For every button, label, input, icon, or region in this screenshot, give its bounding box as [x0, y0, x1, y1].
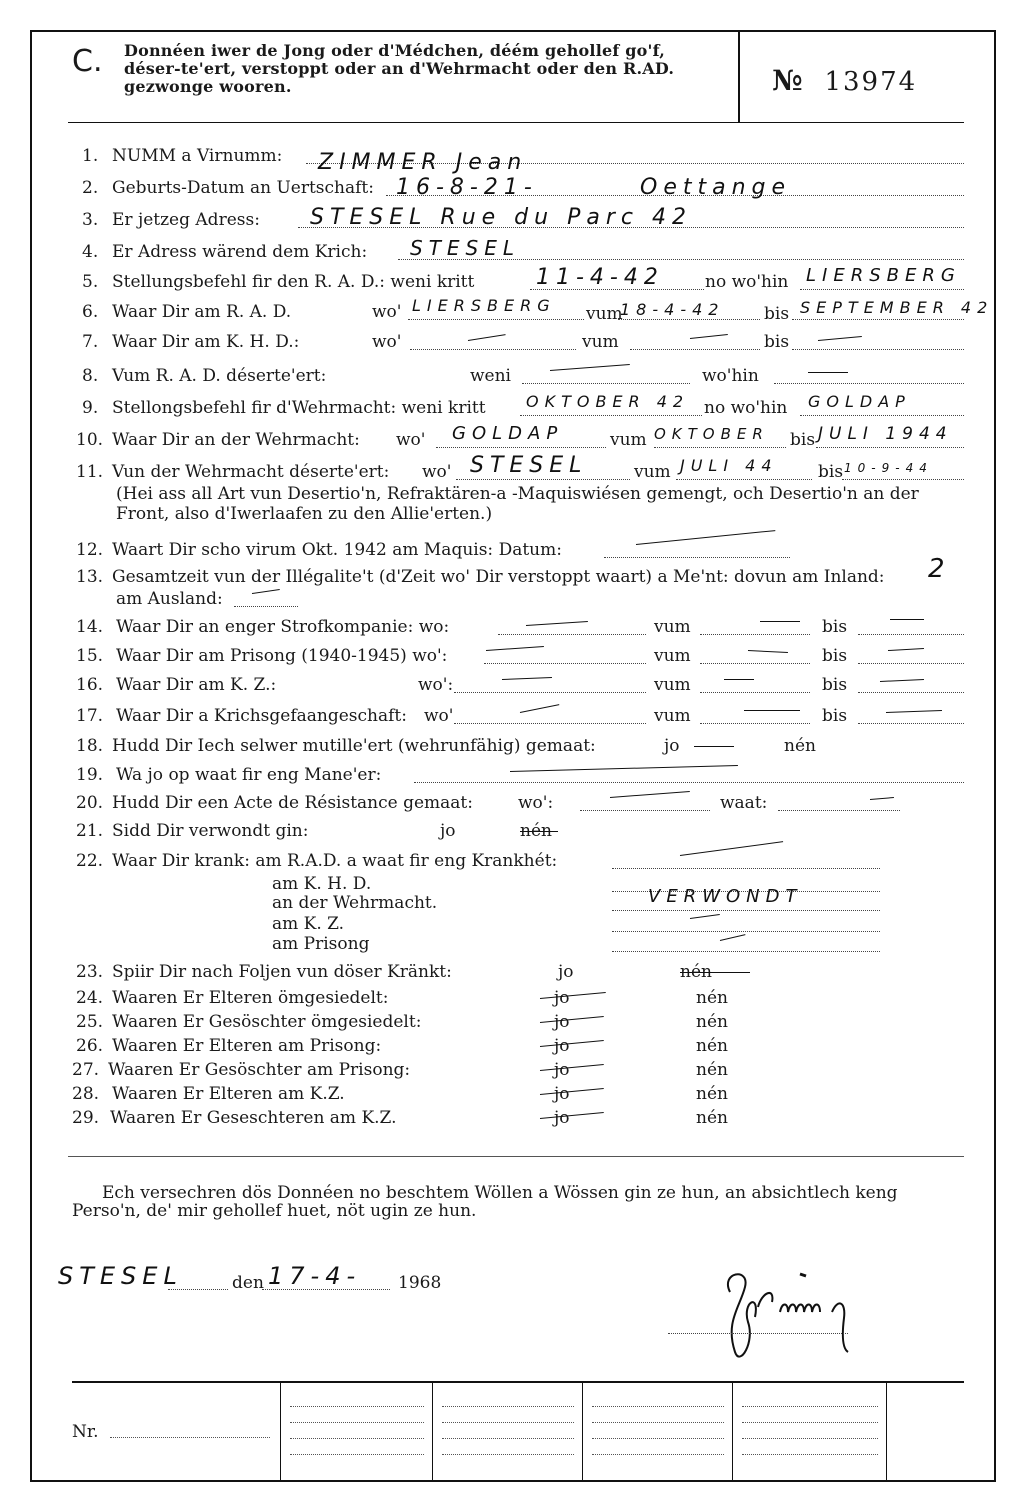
strike-mark	[610, 791, 690, 798]
answer-line[interactable]	[774, 383, 964, 384]
answer-line[interactable]	[676, 479, 812, 480]
strike-mark	[886, 710, 942, 713]
strike-mark	[540, 1040, 604, 1047]
field-label: wo':	[418, 675, 454, 695]
handwritten-answer: OKTOBER 42	[526, 392, 690, 411]
field-label: vum	[610, 430, 647, 450]
item-label: Waar Dir an der Wehrmacht:	[112, 430, 360, 450]
handwritten-answer: 16-8-21-	[396, 175, 538, 200]
item-label: Hudd Dir een Acte de Résistance gemaat:	[112, 793, 473, 813]
item-number: 10.	[76, 430, 104, 450]
handwritten-answer: STESEL	[470, 453, 588, 478]
number-sign: №	[772, 64, 803, 97]
answer-line[interactable]	[700, 634, 810, 635]
item-label: Gesamtzeit vun der Illégalite't (d'Zeit wo' Dir verstoppt waart) a Me'nt: dovun am Inland:	[112, 567, 885, 587]
field-label: bis	[818, 462, 844, 482]
table-cell[interactable]	[442, 1406, 574, 1407]
table-cell[interactable]	[592, 1422, 724, 1423]
answer-line[interactable]	[816, 447, 964, 448]
dotted-line	[262, 1289, 390, 1290]
field-label: vum	[654, 617, 691, 637]
field-label: bis	[822, 617, 848, 637]
option-nen[interactable]: nén	[696, 1060, 728, 1080]
declaration-line-1: Ech versechren dös Donnéen no beschtem Wöllen a Wössen gin ze hun, an absichtlech keng	[102, 1183, 898, 1203]
field-label: bis	[790, 430, 816, 450]
answer-line[interactable]	[580, 810, 710, 811]
item-label: Waar Dir am Prisong (1940-1945) wo':	[116, 646, 448, 666]
item-label: an der Wehrmacht.	[272, 893, 438, 913]
item-number: 1.	[82, 146, 99, 166]
strike-mark	[636, 530, 775, 545]
strike-mark	[680, 841, 783, 856]
table-cell[interactable]	[442, 1454, 574, 1455]
strike-mark	[252, 589, 280, 594]
answer-line[interactable]	[858, 723, 964, 724]
strike-mark	[540, 992, 606, 999]
handwritten-answer: 10-9-44	[844, 461, 933, 475]
item-number: 13.	[76, 567, 104, 587]
form-number	[772, 64, 917, 97]
frame-border	[994, 30, 996, 1482]
option-jo[interactable]: jo	[554, 1108, 570, 1128]
item-label: (Hei ass all Art vun Desertio'n, Refraktären-a -Maquiswiésen gemengt, och Desertio'n an der	[116, 484, 919, 504]
table-cell[interactable]	[592, 1406, 724, 1407]
item-label: Waart Dir scho virum Okt. 1942 am Maquis: Datum:	[112, 540, 562, 560]
answer-line[interactable]	[654, 447, 786, 448]
answer-line[interactable]	[700, 723, 810, 724]
item-label: Waaren Er Gesöschter ömgesiedelt:	[112, 1012, 422, 1032]
field-label: vum	[654, 646, 691, 666]
table-cell[interactable]	[290, 1422, 424, 1423]
office-table-top	[72, 1381, 964, 1383]
item-number: 25.	[76, 1012, 104, 1032]
field-label: no wo'hin	[704, 398, 788, 418]
item-label: Waaren Er Geseschteren am K.Z.	[110, 1108, 397, 1128]
item-number: 28.	[72, 1084, 100, 1104]
item-number: 4.	[82, 242, 99, 262]
field-label: waat:	[720, 793, 768, 813]
item-label: Stellungsbefehl fir den R. A. D.: weni kritt	[112, 272, 475, 292]
field-label: wo'	[372, 332, 402, 352]
table-cell[interactable]	[290, 1406, 424, 1407]
field-label: no wo'hin	[705, 272, 789, 292]
table-divider	[886, 1381, 887, 1480]
answer-line[interactable]	[408, 319, 584, 320]
item-number: 2.	[82, 178, 99, 198]
strike-mark	[540, 1088, 604, 1095]
answer-line[interactable]	[410, 349, 576, 350]
table-cell[interactable]	[742, 1438, 878, 1439]
strike-mark	[818, 336, 862, 341]
strike-mark	[540, 1064, 604, 1071]
item-label: Waar Dir a Krichsgefaangeschaft:	[116, 706, 407, 726]
item-label: Waar Dir an enger Strofkompanie: wo:	[116, 617, 450, 637]
table-divider	[582, 1381, 583, 1480]
strike-mark	[880, 679, 924, 682]
option-jo[interactable]: jo	[558, 962, 574, 982]
strike-mark	[540, 1016, 604, 1023]
handwritten-answer: SEPTEMBER 42	[800, 298, 994, 317]
strike-mark	[690, 914, 720, 919]
dotted-line	[168, 1289, 228, 1290]
option-jo[interactable]: jo	[554, 1036, 570, 1056]
field-label: vum	[634, 462, 671, 482]
strike-mark	[890, 619, 924, 620]
strike-mark	[690, 334, 728, 339]
option-nen[interactable]: nén	[680, 962, 712, 982]
handwritten-answer: OKTOBER	[654, 425, 769, 443]
strike-mark	[748, 650, 788, 653]
handwritten-answer: GOLDAP	[452, 423, 564, 444]
signature-dotted-line	[668, 1333, 848, 1334]
answer-line[interactable]	[436, 447, 606, 448]
option-nen[interactable]: nén	[520, 821, 552, 841]
strike-mark	[680, 972, 750, 973]
answer-line[interactable]	[522, 383, 690, 384]
field-label: bis	[822, 706, 848, 726]
strike-mark	[526, 621, 588, 626]
table-cell[interactable]	[592, 1454, 724, 1455]
handwritten-answer: LIERSBERG	[412, 296, 556, 315]
answer-line[interactable]	[612, 931, 880, 932]
handwritten-answer: STESEL	[410, 236, 521, 260]
answer-line[interactable]	[778, 810, 900, 811]
item-number: 24.	[76, 988, 104, 1008]
handwritten-answer: 18-4-42	[620, 300, 725, 319]
answer-line[interactable]	[630, 349, 760, 350]
separator-rule	[68, 1156, 964, 1157]
table-divider	[280, 1381, 281, 1480]
item-number: 15.	[76, 646, 104, 666]
item-label: Er jetzeg Adress:	[112, 210, 260, 230]
item-label: am Prisong	[272, 934, 370, 954]
field-label: wo'	[372, 302, 402, 322]
item-label: Waar Dir am K. H. D.:	[112, 332, 300, 352]
item-number: 12.	[76, 540, 104, 560]
option-jo[interactable]: jo	[554, 988, 570, 1008]
item-label: Waaren Er Gesöschter am Prisong:	[108, 1060, 411, 1080]
heading-divider	[738, 30, 740, 122]
option-jo[interactable]: jo	[554, 1084, 570, 1104]
item-label: Wa jo op waat fir eng Mane'er:	[116, 765, 382, 785]
handwritten-answer: 11-4-42	[536, 265, 664, 290]
field-label: wo'hin	[702, 366, 759, 386]
option-nen[interactable]: nén	[696, 1084, 728, 1104]
item-number: 21.	[76, 821, 104, 841]
handwritten-answer: ZIMMER Jean	[318, 150, 528, 175]
answer-line[interactable]	[234, 606, 298, 607]
field-label: weni	[470, 366, 511, 386]
item-number: 29.	[72, 1108, 100, 1128]
table-cell[interactable]	[290, 1454, 424, 1455]
table-cell[interactable]	[742, 1454, 878, 1455]
item-number: 7.	[82, 332, 99, 352]
table-divider	[732, 1381, 733, 1480]
item-label: Sidd Dir verwondt gin:	[112, 821, 309, 841]
frame-border	[30, 30, 996, 32]
strike-mark	[888, 648, 924, 651]
strike-mark	[510, 765, 738, 772]
option-nen[interactable]: nén	[784, 736, 816, 756]
option-jo[interactable]: jo	[440, 821, 456, 841]
answer-line[interactable]	[454, 692, 646, 693]
strike-mark	[520, 704, 559, 713]
answer-line[interactable]	[484, 663, 646, 664]
section-letter: C.	[72, 44, 103, 79]
item-number: 6.	[82, 302, 99, 322]
item-number: 9.	[82, 398, 99, 418]
item-label: Waar Dir am R. A. D.	[112, 302, 292, 322]
handwritten-answer: STESEL Rue du Parc 42	[310, 205, 692, 230]
handwritten-answer: Oettange	[640, 175, 792, 200]
item-number: 19.	[76, 765, 104, 785]
frame-border	[30, 1480, 996, 1482]
answer-line[interactable]	[520, 415, 702, 416]
answer-line[interactable]	[700, 663, 810, 664]
item-number: 18.	[76, 736, 104, 756]
signature	[700, 1262, 890, 1372]
item-number: 20.	[76, 793, 104, 813]
field-label: wo'	[424, 706, 454, 726]
field-label: vum	[654, 706, 691, 726]
field-label: vum	[586, 304, 623, 324]
item-label: Waaren Er Elteren am Prisong:	[112, 1036, 382, 1056]
place-handwritten: STESEL	[58, 1262, 183, 1290]
answer-line[interactable]	[700, 692, 810, 693]
item-label: am K. H. D.	[272, 874, 372, 894]
declaration-line-2: Perso'n, de' mir gehollef huet, nöt ugin ze hun.	[72, 1201, 477, 1221]
handwritten-answer: JULI 44	[680, 456, 778, 475]
option-jo[interactable]: jo	[554, 1012, 570, 1032]
table-cell[interactable]	[110, 1437, 270, 1438]
answer-line[interactable]	[792, 349, 964, 350]
item-label: am Ausland:	[116, 589, 223, 609]
item-label: Waaren Er Elteren am K.Z.	[112, 1084, 345, 1104]
item-label: Geburts-Datum an Uertschaft:	[112, 178, 374, 198]
den-label: den	[232, 1273, 264, 1293]
answer-line[interactable]	[414, 782, 964, 783]
heading-rule	[68, 122, 964, 123]
field-label: vum	[654, 675, 691, 695]
item-number: 3.	[82, 210, 99, 230]
answer-line[interactable]	[612, 910, 880, 911]
answer-line[interactable]	[456, 479, 630, 480]
answer-line[interactable]	[454, 723, 646, 724]
item-label: Vun der Wehrmacht déserte'ert:	[112, 462, 390, 482]
table-cell[interactable]	[742, 1406, 878, 1407]
answer-line[interactable]	[612, 951, 880, 952]
item-number: 22.	[76, 851, 104, 871]
answer-line[interactable]	[612, 868, 880, 869]
answer-line[interactable]	[604, 557, 790, 558]
strike-mark	[550, 364, 630, 371]
item-number: 26.	[76, 1036, 104, 1056]
form-heading: Donnéen iwer de Jong oder d'Médchen, déém gehollef go'f, déser-te'ert, verstoppt oder an d'Wehrmacht oder den R.AD. gezwonge wooren.	[124, 41, 675, 96]
table-divider	[432, 1381, 433, 1480]
item-number: 23.	[76, 962, 104, 982]
strike-mark	[694, 746, 734, 747]
answer-line[interactable]	[858, 634, 964, 635]
strike-mark	[502, 677, 552, 680]
item-number: 16.	[76, 675, 104, 695]
field-label: wo'	[422, 462, 452, 482]
option-nen[interactable]: nén	[696, 1108, 728, 1128]
option-nen[interactable]: nén	[696, 988, 728, 1008]
strike-mark	[520, 831, 558, 832]
strike-mark	[808, 372, 848, 373]
form-number-value: 13974	[824, 67, 918, 97]
table-cell[interactable]	[442, 1422, 574, 1423]
item-label: NUMM a Virnumm:	[112, 146, 283, 166]
item-number: 5.	[82, 272, 99, 292]
answer-line[interactable]	[800, 415, 964, 416]
strike-mark	[468, 334, 506, 341]
handwritten-answer: JULI 1944	[818, 424, 953, 444]
item-label: Waar Dir krank: am R.A.D. a waat fir eng Krankhét:	[112, 851, 558, 871]
date-handwritten: 17-4-	[268, 1262, 362, 1290]
item-number: 17.	[76, 706, 104, 726]
option-jo[interactable]: jo	[664, 736, 680, 756]
table-cell[interactable]	[592, 1438, 724, 1439]
item-label: am K. Z.	[272, 914, 345, 934]
field-label: vum	[582, 332, 619, 352]
strike-mark	[720, 934, 746, 941]
handwritten-answer: LIERSBERG	[806, 265, 961, 286]
table-cell[interactable]	[442, 1438, 574, 1439]
field-label: bis	[764, 332, 790, 352]
handwritten-answer: 2	[928, 554, 951, 584]
frame-border	[30, 30, 32, 1482]
item-label: Waar Dir am K. Z.:	[116, 675, 277, 695]
field-label: wo':	[518, 793, 554, 813]
answer-line[interactable]	[800, 289, 964, 290]
year-label: 1968	[398, 1273, 442, 1293]
answer-line[interactable]	[498, 634, 646, 635]
field-label: bis	[764, 304, 790, 324]
item-number: 27.	[72, 1060, 100, 1080]
handwritten-answer: VERWONDT	[648, 886, 803, 907]
handwritten-answer: GOLDAP	[808, 392, 911, 411]
field-label: bis	[822, 646, 848, 666]
field-label: wo'	[396, 430, 426, 450]
item-number: 14.	[76, 617, 104, 637]
answer-line[interactable]	[858, 663, 964, 664]
table-nr-label: Nr.	[72, 1422, 99, 1442]
table-cell[interactable]	[742, 1422, 878, 1423]
item-label: Vum R. A. D. déserte'ert:	[112, 366, 327, 386]
strike-mark	[744, 710, 800, 711]
option-nen[interactable]: nén	[696, 1012, 728, 1032]
item-number: 11.	[76, 462, 104, 482]
item-label: Stellongsbefehl fir d'Wehrmacht: weni kritt	[112, 398, 486, 418]
option-nen[interactable]: nén	[696, 1036, 728, 1056]
item-label: Hudd Dir Iech selwer mutille'ert (wehrunfähig) gemaat:	[112, 736, 596, 756]
strike-mark	[540, 1112, 604, 1119]
table-cell[interactable]	[290, 1438, 424, 1439]
strike-mark	[724, 679, 754, 680]
strike-mark	[760, 621, 800, 622]
item-label: Spiir Dir nach Foljen vun döser Kränkt:	[112, 962, 452, 982]
item-number: 8.	[82, 366, 99, 386]
strike-mark	[870, 797, 894, 800]
strike-mark	[486, 646, 544, 651]
item-label: Er Adress wärend dem Krich:	[112, 242, 368, 262]
field-label: bis	[822, 675, 848, 695]
item-label: Front, also d'Iwerlaafen zu den Allie'erten.)	[116, 504, 493, 524]
answer-line[interactable]	[858, 692, 964, 693]
item-label: Waaren Er Elteren ömgesiedelt:	[112, 988, 389, 1008]
option-jo[interactable]: jo	[554, 1060, 570, 1080]
